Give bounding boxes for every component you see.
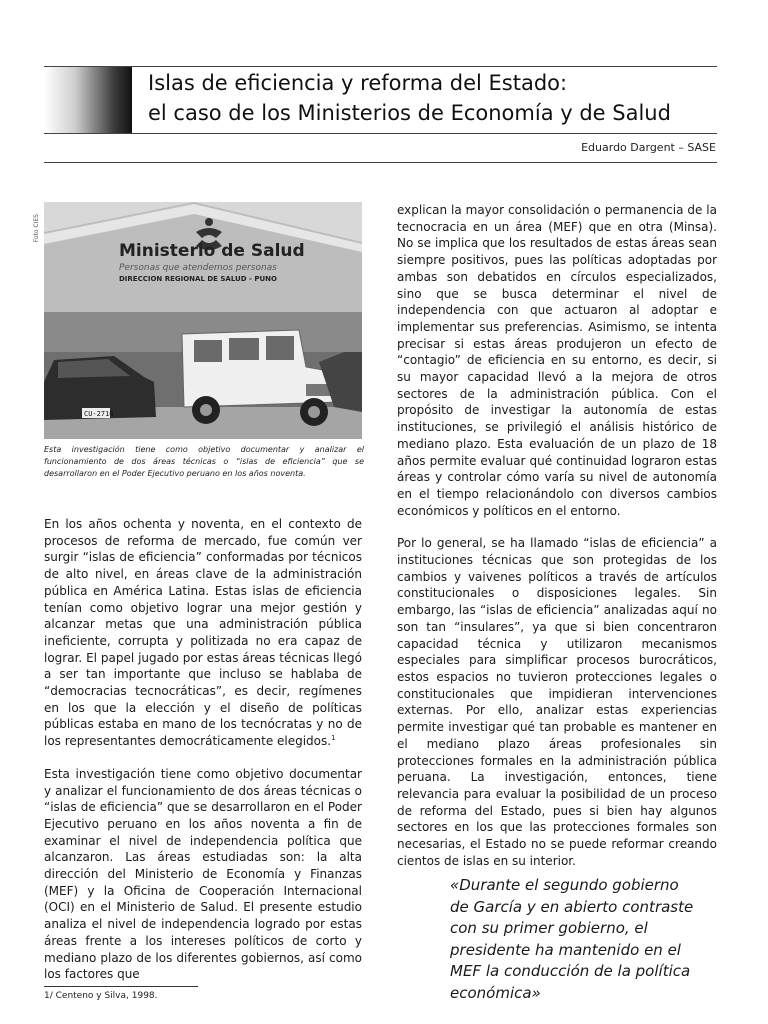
left-paragraph-2: Esta investigación tiene como objetivo documentar y analizar el funcionamiento de dos áreas técnicas o “islas de eficiencia” que se desarrollaron en el Poder Ejecutivo peruano en los años noventa a fin de examinar el nivel de independencia política que alcanzaron. Las áreas estudiadas son: la alta dirección del Ministerio de Economía y Finanzas (MEF) y la Oficina de Cooperación Internacional (OCI) en el Ministerio de Salud. El presente estudio analiza el nivel de independencia logrado por estas áreas frente a los intereses políticos de corto y mediano plazo de los diferentes gobiernos, así como los factores que (44, 766, 362, 982)
photo-caption: Esta investigación tiene como objetivo documentar y analizar el funcionamiento de dos áreas técnicas o “islas de eficiencia” que se desarrollaron en el Poder Ejecutivo peruano en los años noventa. (44, 445, 364, 478)
sign-main-text: Ministerio de Salud (119, 241, 305, 261)
title-gradient-block (44, 67, 132, 133)
footnote: 1/ Centeno y Silva, 1998. (44, 991, 158, 1001)
right-paragraph-1: explican la mayor consolidación o permanencia de la tecnocracia en un área (MEF) que en otra (Minsa). No se implica que los resultados de estas áreas sean siempre positivos, pues las políticas adoptadas por ambas son debatidos en círculos especializados, sino que se busca determinar el nivel de independencia con que actuaron al adoptar e implementar sus preferencias. Asimismo, se intenta precisar si estas áreas produjeron un efecto de “contagio” de eficiencia en su entorno, es decir, si su mayor capacidad llevó a la mejora de otros sectores de la administración pública. Con el propósito de investigar la autonomía de estas instituciones, se privilegió el análisis histórico de mediano plazo. Esta evaluación de un plazo de 18 años permite evaluar qué continuidad lograron estas áreas y controlar cómo varía su nivel de autonomía en el tiempo relacionándolo con diversos cambios económicos y políticos en el entorno. (397, 203, 717, 518)
author-byline: Eduardo Dargent – SASE (581, 141, 716, 154)
pull-quote: «Durante el segundo gobierno de García y en abierto contraste con su primer gobierno, el presidente ha mantenido en el MEF la conducción de la política económica» (450, 876, 694, 1002)
header-mid-rule (44, 133, 717, 134)
sign-sub-text: Personas que atendemos personas (119, 263, 277, 273)
right-paragraph-2: Por lo general, se ha llamado “islas de eficiencia” a instituciones técnicas que son protegidas de los cambios y vaivenes políticos a través de artículos constitucionales o disposiciones legales. Sin embargo, las “islas de eficiencia” analizadas aquí no son tan “insulares”, ya que si bien concentraron capacidad técnica y utilizaron mecanismos especiales para simplificar procesos burocráticos, estos espacios no tuvieron protecciones legales o constitucionales que impidieran intervenciones externas. Por ello, analizar estas experiencias permite investigar qué tan probable es mantener en el mediano plazo áreas profesionales sin protecciones formales en la administración pública peruana. La investigación, entonces, tiene relevancia para evaluar la posibilidad de un proceso de reforma del Estado, pues si bien hay algunos sectores en los que las protecciones formales son necesarias, el Estado no se puede reformar creando cientos de islas en su interior. (397, 536, 717, 868)
left-paragraph-1-text: En los años ochenta y noventa, en el contexto de procesos de reforma de mercado, fue común ver surgir “islas de eficiencia” conformadas por técnicos de alto nivel, en áreas clave de la administración pública en América Latina. Estas islas de eficiencia tenían como objetivo lograr una mejor gestión y alcanzar metas que una administración pública ineficiente, corrupta y politizada no era capaz de lograr. El papel jugado por estas áreas técnicas llegó a ser tan importante que incluso se hablaba de “democracias tecnocráticas”, es decir, regímenes en los que la elección y el diseño de políticas públicas estaba en mano de los tecnócratas y no de los representantes democráticamente elegidos. (44, 517, 362, 749)
title-line-2: el caso de los Ministerios de Economía y de Salud (148, 101, 671, 125)
header-bottom-rule (44, 162, 717, 163)
left-column (44, 516, 362, 999)
footnote-rule (44, 986, 198, 987)
photo-credit: Foto CIES (33, 214, 40, 243)
right-column (397, 202, 717, 885)
sign-direction-text: DIRECCION REGIONAL DE SALUD - PUNO (119, 275, 277, 283)
footnote-ref-1: 1 (331, 734, 336, 743)
ministry-building-photo (44, 202, 362, 439)
title-line-1: Islas de eficiencia y reforma del Estado: (148, 71, 568, 95)
article-title (148, 68, 718, 128)
license-plate: CU-2716 (84, 410, 114, 418)
header-top-rule (44, 66, 717, 67)
left-paragraph-1 (44, 516, 362, 750)
